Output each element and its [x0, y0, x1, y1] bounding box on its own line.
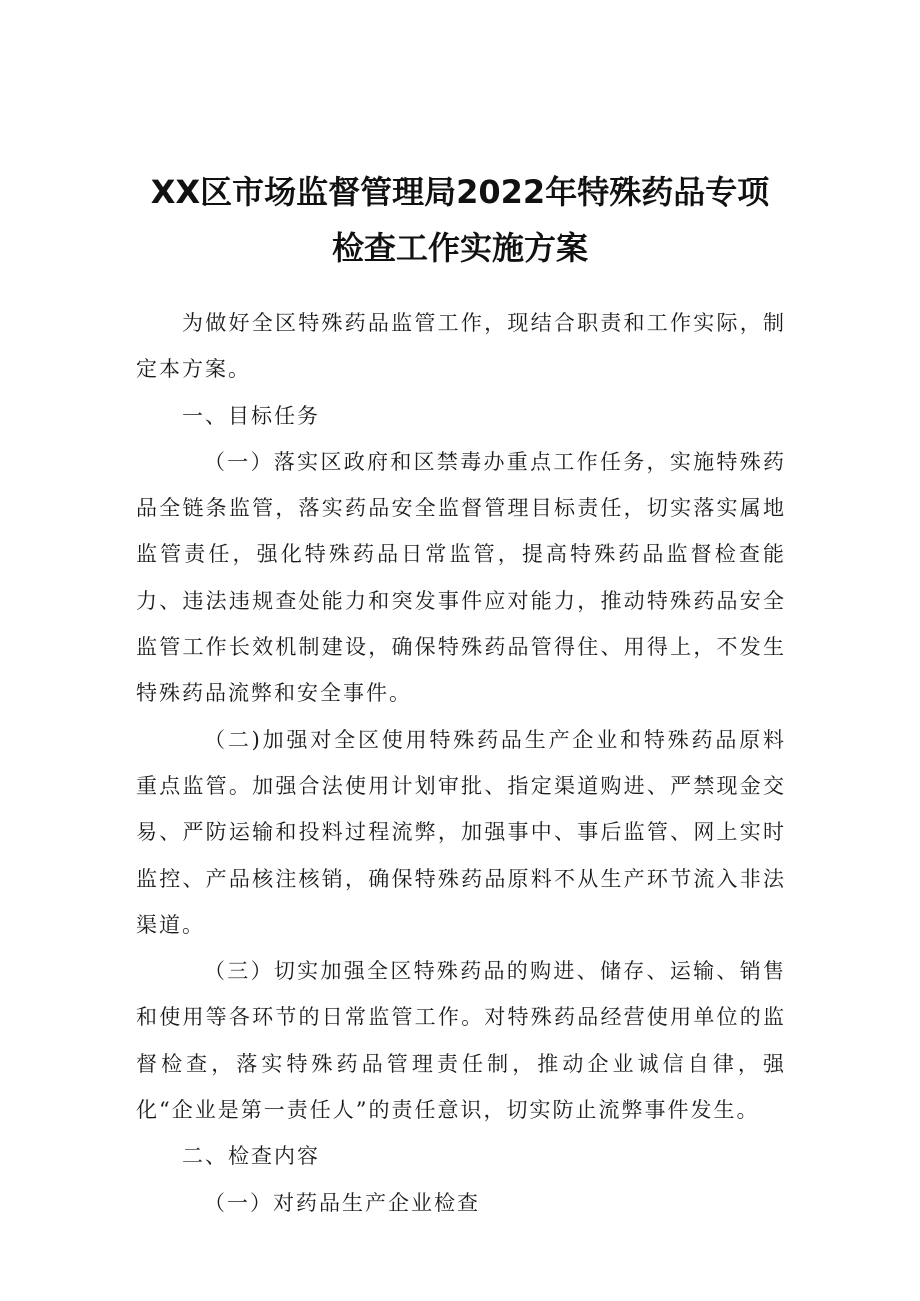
section-1-heading: 一、目标任务	[182, 403, 320, 428]
document-title-line-2: 检查工作实施方案	[331, 229, 588, 267]
document-title-line-1: XX区市场监督管理局2022年特殊药品专项	[150, 173, 770, 211]
section-2-heading: 二、检查内容	[182, 1144, 320, 1169]
section-2-item-1: （一）对药品生产企业检查	[204, 1190, 480, 1215]
document-body	[136, 300, 786, 1226]
intro-paragraph: 为做好全区特殊药品监管工作，现结合职责和工作实际，制定本方案。	[136, 311, 786, 382]
section-1-item-3: （三）切实加强全区特殊药品的购进、储存、运输、销售和使用等各环节的日常监管工作。对特殊药品经营使用单位的监督检查，落实特殊药品管理责任制，推动企业诚信自律，强化“企业是第一责任人”的责任意识，切实防止流弊事件发生。	[136, 959, 786, 1123]
section-1-item-2: （二)加强对全区使用特殊药品生产企业和特殊药品原料重点监管。加强合法使用计划审批、指定渠道购进、严禁现金交易、严防运输和投料过程流弊，加强事中、事后监管、网上实时监控、产品核注核销，确保特殊药品原料不从生产环节流入非法渠道。	[136, 727, 786, 937]
section-1-item-1: （一）落实区政府和区禁毒办重点工作任务，实施特殊药品全链条监管，落实药品安全监督管理目标责任，切实落实属地监管责任，强化特殊药品日常监管，提高特殊药品监督检查能力、违法违规查处能力和突发事件应对能力，推动特殊药品安全监管工作长效机制建设，确保特殊药品管得住、用得上，不发生特殊药品流弊和安全事件。	[136, 449, 786, 706]
